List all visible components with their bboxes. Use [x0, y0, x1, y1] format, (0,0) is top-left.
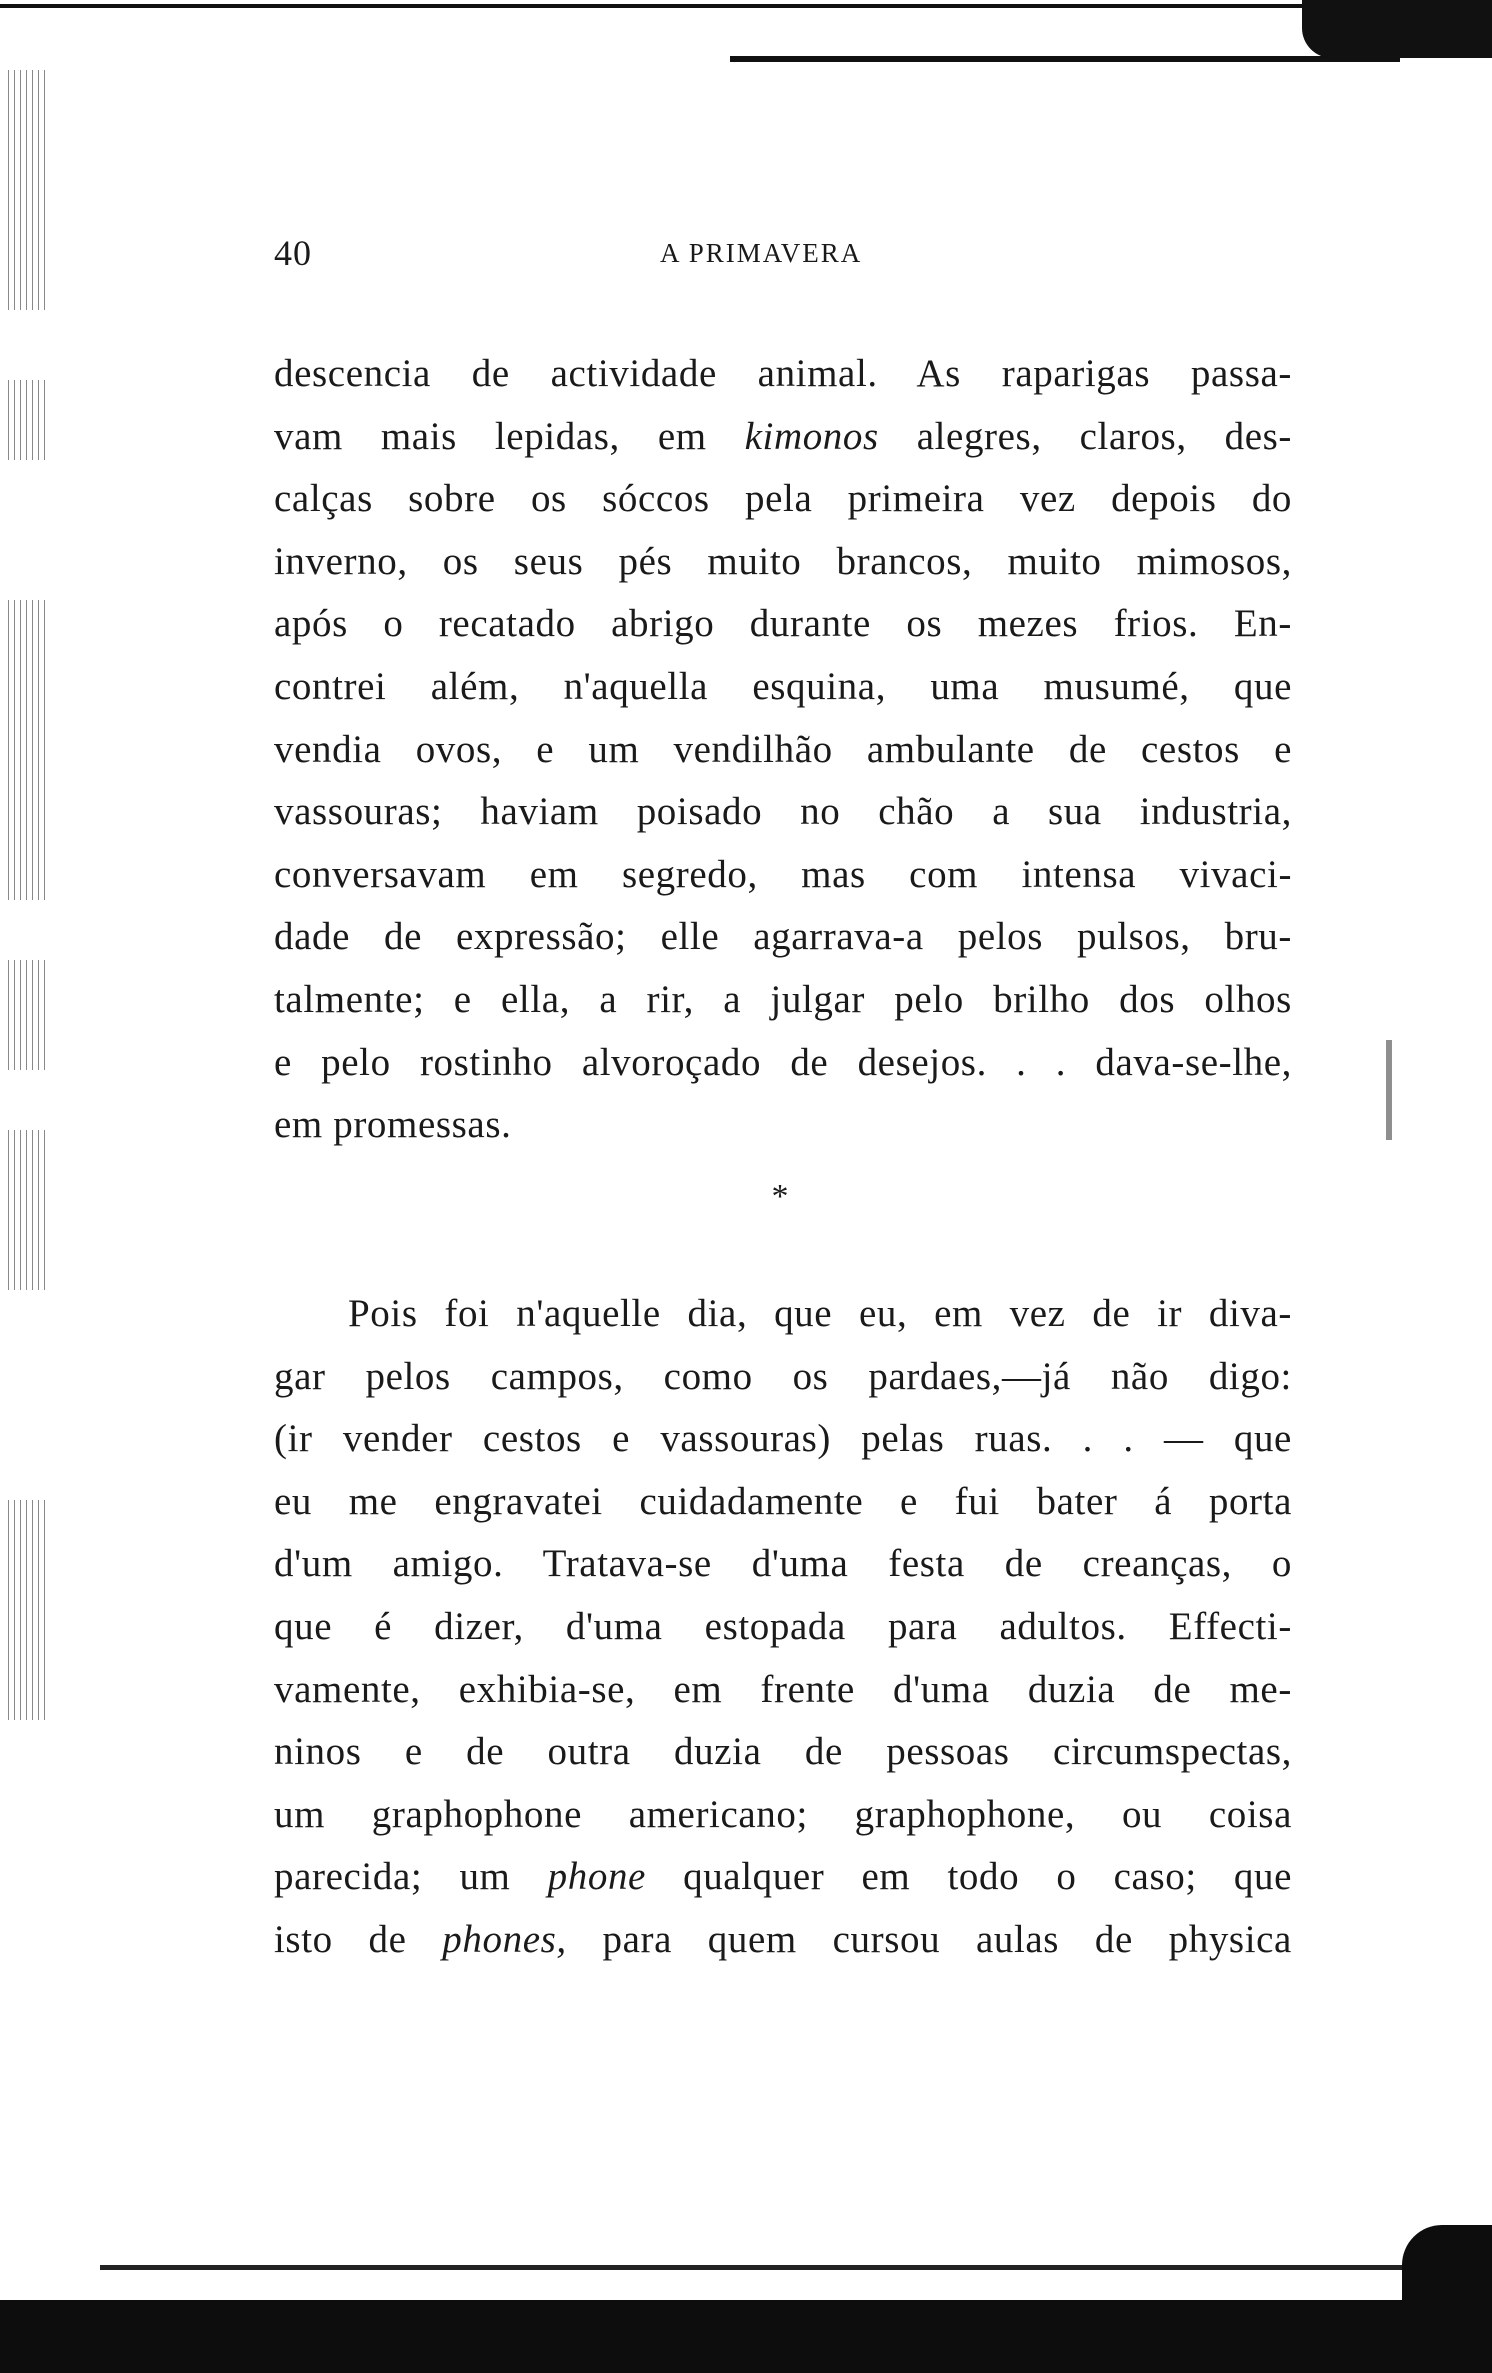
- text-line: parecida; um phone qualquer em todo o caso; que: [274, 1855, 1293, 1899]
- text-line: dade de expressão; elle agarrava-a pelos pulsos, bru-: [274, 915, 1292, 959]
- text-line: um graphophone americano; graphophone, ou coisa: [274, 1792, 1292, 1836]
- paragraph-2: [274, 1283, 1292, 1972]
- page-header: [274, 232, 1294, 282]
- text-line: em promessas.: [274, 1103, 512, 1147]
- paragraph-1: [274, 343, 1292, 1157]
- text-line: Pois foi n'aquelle dia, que eu, em vez de ir diva-: [348, 1292, 1293, 1335]
- text-line: talmente; e ella, a rir, a julgar pelo brilho dos olhos: [274, 977, 1292, 1021]
- text-line: descencia de actividade animal. As raparigas passa-: [274, 352, 1292, 395]
- text-line: após o recatado abrigo durante os mezes frios. En-: [274, 602, 1292, 646]
- text-line: que é dizer, d'uma estopada para adultos. Effecti-: [274, 1604, 1292, 1648]
- scan-corner-top-right: [1302, 0, 1492, 58]
- scan-edge-bottom-bar: [0, 2300, 1492, 2373]
- text-line: isto de phones, para quem cursou aulas de physica: [274, 1917, 1292, 1961]
- scan-margin-marks: [1386, 1040, 1392, 1140]
- scan-gutter-marks: [8, 1130, 48, 1290]
- scan-edge-top: [0, 4, 1492, 8]
- scan-gutter-marks: [8, 960, 48, 1070]
- text-line: vamente, exhibia-se, em frente d'uma duzia de me-: [274, 1667, 1292, 1711]
- text-line: d'um amigo. Tratava-se d'uma festa de creanças, o: [274, 1542, 1293, 1586]
- text-line: contrei além, n'aquella esquina, uma musumé, que: [274, 664, 1293, 708]
- scan-gutter-marks: [8, 380, 48, 460]
- scan-edge-top-inner: [730, 56, 1400, 62]
- text-line: (ir vender cestos e vassouras) pelas ruas. . . — que: [274, 1417, 1292, 1461]
- running-title: A PRIMAVERA: [660, 238, 863, 268]
- text-line: e pelo rostinho alvoroçado de desejos. . . dava-se-lhe,: [274, 1040, 1293, 1084]
- text-line: calças sobre os sóccos pela primeira vez depois do: [274, 477, 1293, 521]
- text-line: gar pelos campos, como os pardaes,—já não digo:: [274, 1354, 1292, 1398]
- text-line: inverno, os seus pés muito brancos, muito mimosos,: [274, 539, 1293, 583]
- text-line: conversavam em segredo, mas com intensa vivaci-: [274, 852, 1293, 896]
- section-break-asterisk: *: [771, 1178, 789, 1215]
- text-line: ninos e de outra duzia de pessoas circumspectas,: [274, 1730, 1293, 1774]
- text-line: vendia ovos, e um vendilhão ambulante de cestos e: [274, 727, 1292, 771]
- text-line: vam mais lepidas, em kimonos alegres, claros, des-: [274, 414, 1292, 458]
- scan-edge-bottom: [100, 2265, 1492, 2270]
- text-line: vassouras; haviam poisado no chão a sua industria,: [274, 790, 1292, 834]
- scan-gutter-marks: [8, 600, 48, 900]
- scan-gutter-marks: [8, 70, 48, 310]
- page-number: 40: [274, 233, 312, 273]
- text-line: eu me engravatei cuidadamente e fui bater á porta: [274, 1479, 1292, 1523]
- scan-gutter-marks: [8, 1500, 48, 1720]
